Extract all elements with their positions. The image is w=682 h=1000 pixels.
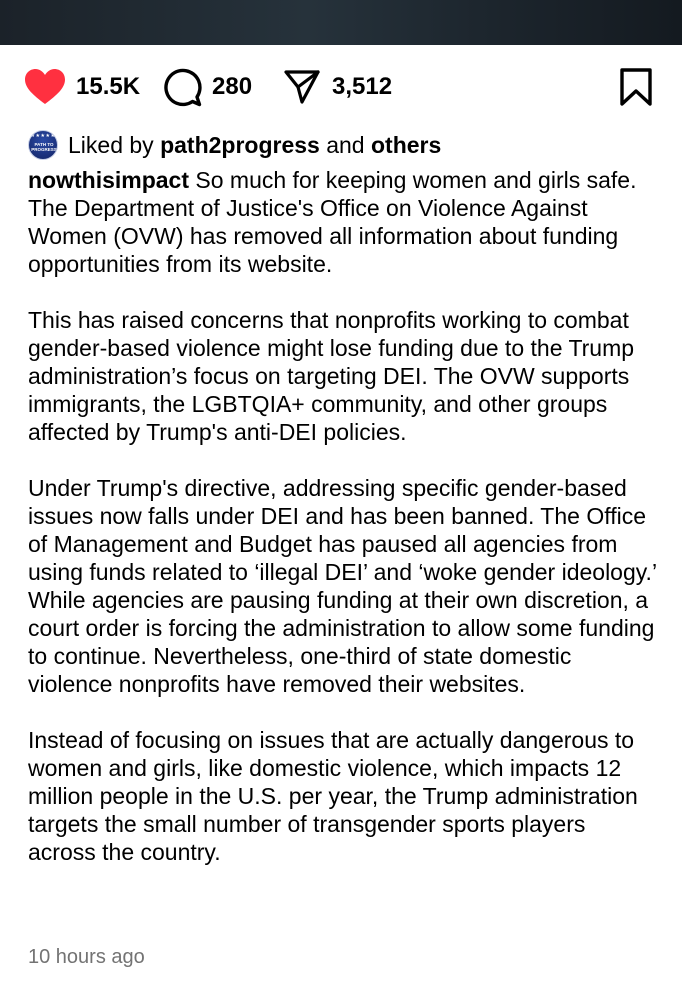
- post-timestamp: 10 hours ago: [28, 946, 145, 968]
- comment-bubble-icon: [162, 67, 202, 107]
- bookmark-icon: [619, 68, 653, 106]
- paper-plane-icon: [284, 69, 320, 105]
- share-count: 3,512: [332, 73, 393, 100]
- like-count: 15.5K: [76, 73, 141, 100]
- liked-by-others-link[interactable]: others: [370, 131, 442, 158]
- liked-by-prefix: Liked by: [68, 131, 154, 158]
- post-caption: [28, 166, 658, 894]
- like-button[interactable]: [24, 62, 140, 112]
- liked-by-row: [28, 128, 441, 162]
- share-button[interactable]: [284, 62, 392, 112]
- caption-paragraph: Under Trump's directive, addressing specific gender-based issues now falls under DEI and has been banned. The Office of Management and Budget has paused all agencies from using funds related to ‘illegal DEI’ and ‘woke gender ideology.’ While agencies are pausing funding at their own discretion, a court order is forcing the administration to allow some funding to continue. Nevertheless, one-third of state domestic violence nonprofits have removed their websites.: [28, 475, 657, 697]
- liked-by-user-link[interactable]: path2progress: [160, 131, 320, 158]
- post-action-bar: [0, 62, 682, 112]
- caption-text: So much for keeping women and girls safe. The Department of Justice's Office on Violence Against Women (OVW) has removed all information about funding opportunities from its website.: [28, 167, 637, 277]
- caption-paragraph: This has raised concerns that nonprofits working to combat gender-based violence might lose funding due to the Trump administration’s focus on targeting DEI. The OVW supports immigrants, the LGBTQIA+ community, and other groups affected by Trump's anti-DEI policies.: [28, 307, 635, 445]
- avatar-stars-icon: ★★★★★: [30, 133, 56, 139]
- caption-paragraph: [28, 166, 658, 278]
- avatar-logo-text: PATH TO PROGRESS: [31, 142, 57, 152]
- save-button[interactable]: [619, 62, 653, 112]
- heart-filled-icon: [24, 68, 66, 106]
- caption-username-link[interactable]: nowthisimpact: [28, 167, 190, 193]
- liked-by-conjunction: and: [326, 131, 365, 158]
- comment-count: 280: [212, 73, 253, 100]
- caption-paragraph: Instead of focusing on issues that are actually dangerous to women and girls, like domestic violence, which impacts 12 million people in the U.S. per year, the Trump administration targets the small number of transgender sports players across the country.: [28, 727, 638, 865]
- comment-button[interactable]: [162, 62, 252, 112]
- post-media-image[interactable]: [0, 0, 682, 45]
- avatar[interactable]: [28, 130, 58, 160]
